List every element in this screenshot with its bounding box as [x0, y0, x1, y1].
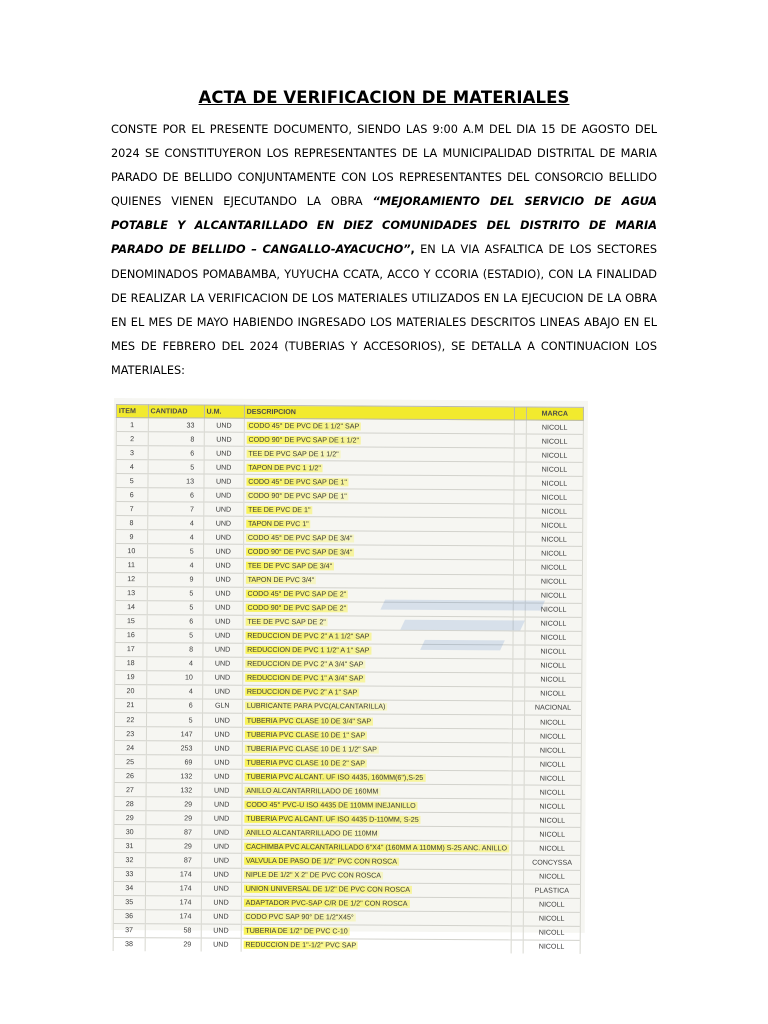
cell-description-text: CODO 45° DE PVC SAP DE 2" — [247, 589, 347, 599]
cell-marca: NICOLL — [525, 645, 582, 659]
cell-item: 5 — [116, 474, 148, 488]
cell-gap — [512, 827, 524, 841]
cell-cantidad: 132 — [146, 769, 202, 783]
cell-marca: NICOLL — [524, 785, 581, 799]
cell-item: 21 — [115, 698, 147, 712]
cell-cantidad: 174 — [145, 895, 201, 909]
cell-item: 11 — [115, 558, 147, 572]
cell-item: 36 — [113, 909, 145, 923]
cell-item: 38 — [113, 937, 145, 951]
cell-marca: NICOLL — [524, 687, 581, 701]
cell-description-text: CODO 90° DE PVC SAP DE 2" — [247, 603, 347, 613]
cell-marca: NICOLL — [525, 546, 582, 560]
cell-um: UND — [202, 797, 242, 811]
cell-cantidad: 6 — [147, 488, 203, 502]
cell-marca: NICOLL — [526, 448, 583, 462]
cell-item: 25 — [114, 755, 146, 769]
cell-marca: NICOLL — [524, 827, 581, 841]
cell-gap — [511, 940, 523, 954]
cell-marca: NICOLL — [524, 799, 581, 813]
cell-um: UND — [201, 825, 241, 839]
cell-item: 33 — [114, 867, 146, 881]
cell-gap — [514, 490, 526, 504]
cell-description-text: CODO 45° DE PVC SAP DE 3/4" — [247, 533, 353, 543]
cell-um: UND — [202, 685, 242, 699]
cell-um: UND — [204, 460, 244, 474]
cell-item: 13 — [115, 586, 147, 600]
cell-cantidad: 7 — [147, 502, 203, 516]
cell-um: UND — [201, 811, 241, 825]
cell-um: UND — [204, 446, 244, 460]
cell-item: 14 — [115, 600, 147, 614]
cell-um: UND — [203, 615, 243, 629]
cell-item: 19 — [115, 670, 147, 684]
cell-cantidad: 29 — [145, 839, 201, 853]
paragraph-rest: EN LA VIA ASFALTICA DE LOS SECTORES DENOMINADOS POMABAMBA, YUYUCHA CCATA, ACCO Y CCORIA (ESTADIO), CON LA FINALIDAD DE REALIZAR LA VERIFICACION DE LOS MATERIALES UTILIZADOS EN LA EJECUCION DE LA OBRA EN EL MES DE MAYO HABIENDO INGRESADO LOS MATERIALES DESCRITOS LINEAS ABAJO EN EL MES DE FEBRERO DEL 2024 (TUBERIAS Y ACCESORIOS), SE DETALLA A CONTINUACION LOS MATERIALES: — [111, 243, 658, 377]
cell-gap — [514, 420, 526, 434]
cell-um: UND — [203, 502, 243, 516]
cell-cantidad: 8 — [147, 642, 203, 656]
cell-gap — [514, 434, 526, 448]
cell-item: 10 — [116, 544, 148, 558]
cell-gap — [512, 701, 524, 715]
cell-um: UND — [202, 741, 242, 755]
cell-item: 35 — [113, 895, 145, 909]
scanned-materials-table — [111, 398, 588, 952]
header-cantidad: CANTIDAD — [148, 405, 204, 418]
cell-um: UND — [201, 938, 241, 952]
cell-marca: NICOLL — [526, 504, 583, 518]
cell-marca: NICOLL — [525, 631, 582, 645]
cell-gap — [512, 771, 524, 785]
cell-marca: NICOLL — [523, 940, 580, 954]
cell-marca: NICOLL — [525, 659, 582, 673]
cell-item: 12 — [115, 572, 147, 586]
cell-marca: NICOLL — [526, 490, 583, 504]
cell-gap — [511, 841, 523, 855]
cell-cantidad: 10 — [146, 671, 202, 685]
cell-marca: NICOLL — [524, 673, 581, 687]
cell-gap — [512, 715, 524, 729]
cell-um: UND — [202, 657, 242, 671]
cell-um: GLN — [202, 699, 242, 713]
cell-item: 22 — [114, 712, 146, 726]
cell-description-text: CODO 90° DE PVC SAP DE 3/4" — [247, 547, 353, 557]
cell-cantidad: 5 — [147, 544, 203, 558]
cell-item: 6 — [116, 488, 148, 502]
cell-gap — [514, 462, 526, 476]
table-body — [113, 418, 583, 954]
cell-item: 26 — [114, 769, 146, 783]
cell-cantidad: 4 — [146, 685, 202, 699]
cell-item: 2 — [116, 432, 148, 446]
cell-marca: NICOLL — [524, 729, 581, 743]
cell-cantidad: 8 — [148, 432, 204, 446]
cell-gap — [513, 560, 525, 574]
cell-gap — [511, 883, 523, 897]
cell-marca: NICOLL — [524, 813, 581, 827]
cell-item: 15 — [115, 614, 147, 628]
cell-description-text: TEE DE PVC SAP DE 1 1/2" — [248, 449, 339, 458]
cell-marca: CONCYSSA — [523, 855, 580, 869]
watermark-logo-icon — [362, 590, 562, 671]
cell-description-text: CODO 90° DE PVC SAP DE 1 1/2" — [248, 435, 360, 445]
cell-cantidad: 5 — [147, 586, 203, 600]
cell-cantidad: 29 — [146, 811, 202, 825]
cell-description-text: REDUCCION DE PVC 2" A 1 1/2" SAP — [247, 632, 370, 641]
cell-gap — [511, 912, 523, 926]
cell-description-text: CODO 45° DE PVC SAP DE 1" — [248, 477, 347, 487]
cell-item: 31 — [114, 839, 146, 853]
cell-description-text: LUBRICANTE PARA PVC(ALCANTARILLA) — [246, 702, 386, 712]
paragraph-intro: CONSTE POR EL PRESENTE DOCUMENTO, SIENDO LAS 9:00 A.M DEL DIA 15 DE AGOSTO DEL 2024 SE CONSTITUYERON LOS REPRESENTANTES DE LA MUNICIPALIDAD DISTRITAL DE MARIA PARADO DE BELLIDO CONJUNTAMENTE CON LOS REPRESENTANTES DEL CONSORCIO BELLIDO QUIENES VIENEN EJECUTANDO LA OBRA — [111, 123, 657, 209]
cell-description-text: TAPON DE PVC 3/4" — [247, 575, 315, 585]
cell-item: 17 — [115, 642, 147, 656]
cell-um: UND — [203, 530, 243, 544]
cell-description-text: REDUCCION DE PVC 1 1/2" A 1" SAP — [247, 646, 370, 655]
cell-item: 29 — [114, 811, 146, 825]
cell-um: UND — [203, 516, 243, 530]
cell-marca: NICOLL — [525, 603, 582, 617]
cell-description-text: CACHIMBA PVC ALCANTARILLADO 6"X4" (160MM A 110MM) S-25 ANC. ANILLO — [245, 842, 508, 853]
cell-description-text: TEE DE PVC SAP DE 3/4" — [247, 561, 333, 571]
cell-um: UND — [203, 587, 243, 601]
cell-marca: NICOLL — [525, 532, 582, 546]
cell-marca: NICOLL — [523, 870, 580, 884]
cell-cantidad: 174 — [145, 909, 201, 923]
page-title: ACTA DE VERIFICACION DE MATERIALES — [198, 88, 570, 107]
cell-cantidad: 4 — [147, 558, 203, 572]
cell-description-text: TEE DE PVC DE 1" — [248, 505, 311, 514]
cell-um: UND — [202, 671, 242, 685]
header-descripcion: DESCRIPCION — [244, 405, 514, 420]
cell-marca: NACIONAL — [524, 701, 581, 715]
cell-marca: NICOLL — [525, 560, 582, 574]
cell-cantidad: 174 — [145, 867, 201, 881]
cell-marca: NICOLL — [525, 575, 582, 589]
cell-marca: NICOLL — [525, 518, 582, 532]
cell-gap — [514, 476, 526, 490]
cell-cantidad: 132 — [146, 783, 202, 797]
cell-gap — [511, 898, 523, 912]
cell-um: UND — [202, 783, 242, 797]
cell-description-text: TUBERIA PVC ALCANT. UF ISO 4435 D-110MM, S-25 — [246, 814, 419, 824]
cell-cantidad: 5 — [146, 713, 202, 727]
header-marca: MARCA — [526, 407, 583, 420]
cell-item: 20 — [115, 684, 147, 698]
cell-item: 30 — [114, 825, 146, 839]
cell-um: UND — [204, 474, 244, 488]
cell-gap — [512, 743, 524, 757]
cell-item: 9 — [116, 530, 148, 544]
cell-description-text: ANILLO ALCANTARRILLADO DE 160MM — [246, 786, 379, 796]
cell-description-text: REDUCCION DE PVC 2" A 1" SAP — [246, 688, 358, 697]
cell-gap — [511, 926, 523, 940]
cell-marca: NICOLL — [524, 771, 581, 785]
cell-gap — [512, 813, 524, 827]
cell-item: 27 — [114, 783, 146, 797]
cell-item: 32 — [114, 853, 146, 867]
cell-item: 1 — [116, 418, 148, 432]
cell-description-text: TAPON DE PVC 1" — [247, 519, 309, 529]
cell-cantidad: 253 — [146, 741, 202, 755]
cell-item: 3 — [116, 446, 148, 460]
cell-cantidad: 5 — [148, 460, 204, 474]
cell-description-text: REDUCCION DE PVC 1" A 3/4" SAP — [247, 674, 364, 683]
cell-item: 24 — [114, 741, 146, 755]
cell-description-text: CODO 45° PVC-U ISO 4435 DE 110MM INEJANILLO — [246, 800, 416, 810]
cell-gap — [513, 673, 525, 687]
cell-gap — [511, 869, 523, 883]
cell-marca: NICOLL — [526, 476, 583, 490]
cell-cantidad: 9 — [147, 572, 203, 586]
cell-gap — [514, 448, 526, 462]
cell-um: UND — [201, 910, 241, 924]
cell-marca: PLASTICA — [523, 884, 580, 898]
cell-description-text: TEE DE PVC SAP DE 2" — [247, 617, 326, 627]
cell-um: UND — [201, 882, 241, 896]
cell-um: UND — [201, 853, 241, 867]
cell-um: UND — [203, 488, 243, 502]
cell-gap — [512, 757, 524, 771]
cell-item: 16 — [115, 628, 147, 642]
cell-um: UND — [201, 868, 241, 882]
header-gap — [514, 407, 526, 420]
cell-description-text: TUBERIA PVC ALCANT. UF ISO 4435, 160MM(6"),S-25 — [246, 772, 424, 782]
project-comma: , — [410, 243, 415, 257]
cell-description-text: TUBERIA PVC CLASE 10 DE 1 1/2" SAP — [246, 744, 377, 754]
cell-description-text: REDUCCION DE 1"-1/2" PVC SAP — [245, 941, 357, 950]
cell-gap — [513, 546, 525, 560]
cell-item: 23 — [114, 727, 146, 741]
cell-gap — [513, 574, 525, 588]
materials-table — [113, 404, 584, 954]
cell-gap — [512, 687, 524, 701]
cell-marca: NICOLL — [525, 589, 582, 603]
cell-description-text: TUBERIA PVC CLASE 10 DE 2" SAP — [246, 758, 365, 768]
cell-um: UND — [203, 601, 243, 615]
cell-description-text: TUBERIA DE 1/2" DE PVC C-10 — [245, 927, 348, 936]
cell-marca: NICOLL — [524, 743, 581, 757]
cell-marca: NICOLL — [523, 898, 580, 912]
header-um: U.M. — [204, 405, 244, 418]
cell-cantidad: 87 — [145, 853, 201, 867]
cell-um: UND — [202, 769, 242, 783]
cell-marca: NICOLL — [526, 420, 583, 434]
cell-description-text: VALVULA DE PASO DE 1/2" PVC CON ROSCA — [245, 856, 398, 866]
cell-gap — [513, 518, 525, 532]
cell-description-text: CODO 90° DE PVC SAP DE 1" — [248, 491, 347, 501]
cell-description-text: TUBERIA PVC CLASE 10 DE 3/4" SAP — [246, 716, 372, 726]
cell-cantidad: 5 — [147, 600, 203, 614]
cell-description-text: ANILLO ALCANTARRILLADO DE 110MM — [246, 828, 378, 838]
cell-item: 18 — [115, 656, 147, 670]
cell-cantidad: 5 — [147, 628, 203, 642]
cell-cantidad: 4 — [146, 657, 202, 671]
cell-cantidad: 4 — [147, 530, 203, 544]
cell-cantidad: 29 — [145, 937, 201, 951]
cell-cantidad: 29 — [146, 797, 202, 811]
cell-marca: NICOLL — [526, 434, 583, 448]
cell-um: UND — [201, 839, 241, 853]
cell-marca: NICOLL — [524, 757, 581, 771]
cell-um: UND — [203, 559, 243, 573]
cell-gap — [511, 855, 523, 869]
cell-marca: NICOLL — [523, 926, 580, 940]
cell-um: UND — [202, 713, 242, 727]
cell-description-text: UNION UNIVERSAL DE 1/2" DE PVC CON ROSCA — [245, 884, 411, 894]
cell-um: UND — [203, 629, 243, 643]
cell-description-text: NIPLE DE 1/2" X 2" DE PVC CON ROSCA — [245, 870, 381, 880]
cell-item: 28 — [114, 797, 146, 811]
cell-um: UND — [202, 755, 242, 769]
cell-gap — [513, 532, 525, 546]
cell-marca: NICOLL — [524, 715, 581, 729]
cell-item: 37 — [113, 923, 145, 937]
cell-cantidad: 147 — [146, 727, 202, 741]
cell-cantidad: 33 — [148, 418, 204, 432]
cell-item: 7 — [116, 502, 148, 516]
cell-cantidad: 6 — [148, 446, 204, 460]
cell-cantidad: 4 — [147, 516, 203, 530]
cell-marca: NICOLL — [523, 841, 580, 855]
cell-description-text: TUBERIA PVC CLASE 10 DE 1" SAP — [246, 730, 366, 740]
project-name: “MEJORAMIENTO DEL SERVICIO DE AGUA POTABLE Y ALCANTARILLADO EN DIEZ COMUNIDADES DEL DISTRITO DE MARIA PARADO DE BELLIDO – CANGALLO-AYACUCHO” — [111, 195, 658, 257]
cell-cantidad: 6 — [147, 614, 203, 628]
cell-um: UND — [201, 896, 241, 910]
body-paragraph — [111, 118, 657, 383]
cell-cantidad: 87 — [145, 825, 201, 839]
cell-cantidad: 13 — [148, 474, 204, 488]
cell-cantidad: 174 — [145, 881, 201, 895]
cell-marca: NICOLL — [526, 462, 583, 476]
cell-descripcion — [241, 938, 511, 953]
cell-um: UND — [203, 573, 243, 587]
cell-um: UND — [204, 432, 244, 446]
cell-marca: NICOLL — [525, 617, 582, 631]
cell-description-text: TAPON DE PVC 1 1/2" — [248, 463, 321, 472]
cell-gap — [512, 785, 524, 799]
header-item: ITEM — [116, 405, 148, 418]
cell-um: UND — [201, 924, 241, 938]
cell-cantidad: 58 — [145, 923, 201, 937]
cell-gap — [514, 504, 526, 518]
cell-marca: NICOLL — [523, 912, 580, 926]
cell-description-text: CODO PVC SAP 90° DE 1/2"X45° — [245, 912, 354, 922]
cell-um: UND — [203, 544, 243, 558]
cell-description-text: REDUCCION DE PVC 2" A 3/4" SAP — [247, 660, 364, 669]
cell-um: UND — [204, 418, 244, 432]
cell-item: 8 — [116, 516, 148, 530]
cell-description-text: CODO 45° DE PVC DE 1 1/2" SAP — [248, 421, 360, 431]
table-row — [113, 937, 580, 953]
cell-description-text: ADAPTADOR PVC-SAP C/R DE 1/2" CON ROSCA — [245, 898, 408, 908]
cell-um: UND — [202, 727, 242, 741]
cell-gap — [512, 729, 524, 743]
cell-item: 34 — [113, 881, 145, 895]
cell-cantidad: 69 — [146, 755, 202, 769]
cell-cantidad: 6 — [146, 699, 202, 713]
cell-gap — [512, 799, 524, 813]
cell-um: UND — [203, 643, 243, 657]
cell-item: 4 — [116, 460, 148, 474]
